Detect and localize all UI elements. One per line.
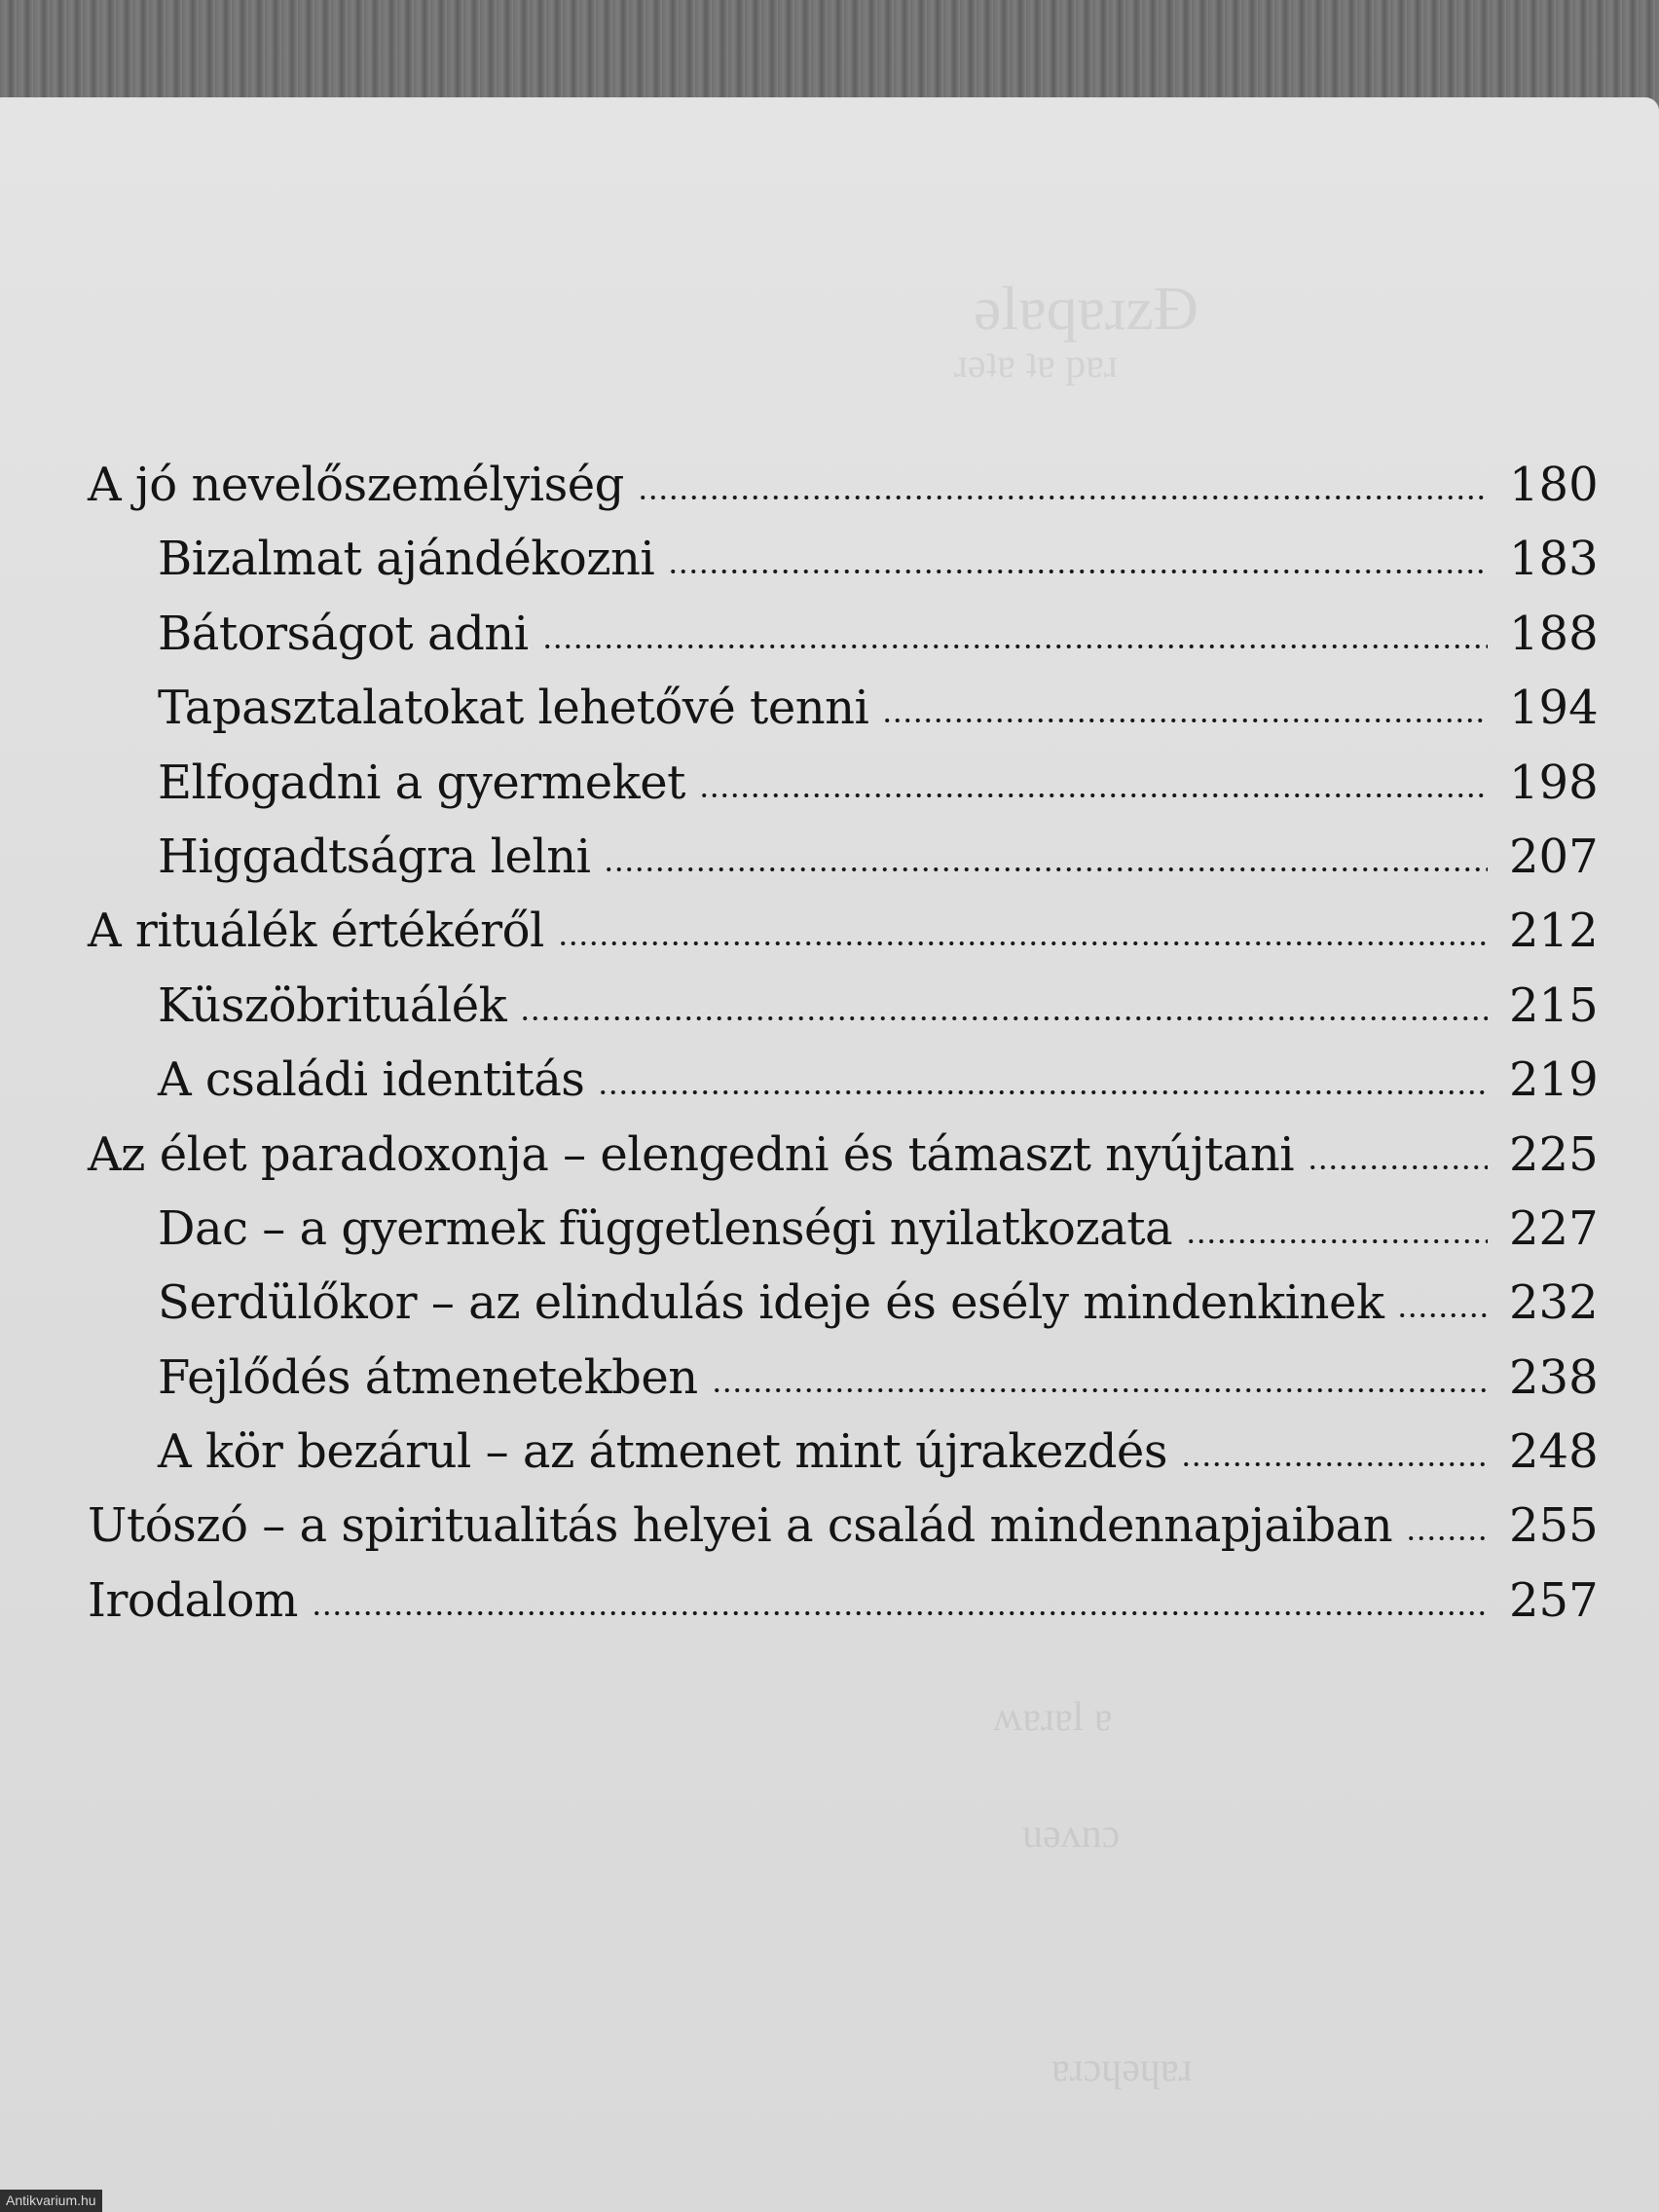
table-of-contents	[88, 458, 1599, 1647]
toc-entry-title: Az élet paradoxonja – elengedni és támaszt nyújtani	[88, 1126, 1295, 1182]
dot-leader	[1181, 1461, 1488, 1467]
toc-entry-page-number: 198	[1509, 755, 1599, 810]
toc-entry-page-number: 194	[1509, 681, 1599, 736]
toc-entry-title: Dac – a gyermek függetlenségi nyilatkozata	[158, 1200, 1173, 1256]
dot-leader	[604, 866, 1488, 872]
toc-entry-title: Fejlődés átmenetekben	[158, 1349, 698, 1405]
toc-entry-page-number: 215	[1509, 977, 1599, 1033]
toc-entry	[88, 681, 1599, 755]
toc-entry-title: Serdülőkor – az elindulás ideje és esély mindenkinek	[158, 1275, 1384, 1331]
toc-entry-title: Küszöbrituálék	[158, 977, 507, 1033]
toc-entry-page-number: 180	[1509, 458, 1599, 512]
dot-leader	[1308, 1164, 1488, 1170]
toc-entry	[88, 532, 1599, 606]
watermark: Antikvarium.hu	[0, 2190, 102, 2212]
toc-entry	[88, 977, 1599, 1052]
toc-entry-title: A családi identitás	[158, 1052, 585, 1108]
dot-leader	[520, 1015, 1488, 1021]
dot-leader	[699, 793, 1488, 798]
dot-leader	[1397, 1312, 1488, 1318]
toc-entry	[88, 1052, 1599, 1126]
toc-entry-page-number: 212	[1509, 903, 1599, 959]
toc-entry-page-number: 255	[1509, 1498, 1599, 1554]
toc-entry	[88, 1349, 1599, 1424]
dot-leader	[1186, 1238, 1488, 1244]
toc-entry-title: Bátorságot adni	[158, 606, 529, 661]
toc-entry	[88, 1200, 1599, 1275]
toc-entry	[88, 458, 1599, 532]
toc-entry-page-number: 238	[1509, 1349, 1599, 1405]
toc-entry-title: Higgadtságra lelni	[158, 829, 591, 884]
toc-entry-page-number: 257	[1509, 1572, 1599, 1628]
toc-entry-page-number: 248	[1509, 1424, 1599, 1480]
toc-entry	[88, 1498, 1599, 1572]
toc-entry-title: A jó nevelőszemélyiség	[88, 458, 624, 512]
toc-entry-title: A kör bezárul – az átmenet mint újrakezdés	[158, 1424, 1167, 1480]
dot-leader	[668, 569, 1488, 574]
dot-leader	[638, 495, 1488, 500]
toc-entry-title: Elfogadni a gyermeket	[158, 755, 685, 810]
dot-leader	[542, 644, 1488, 649]
toc-entry-page-number: 232	[1509, 1275, 1599, 1331]
dot-leader	[312, 1610, 1488, 1616]
toc-entry-page-number: 227	[1509, 1200, 1599, 1256]
toc-entry	[88, 755, 1599, 830]
toc-entry	[88, 606, 1599, 681]
toc-entry-title: Tapasztalatokat lehetővé tenni	[158, 681, 869, 736]
toc-entry-page-number: 188	[1509, 606, 1599, 661]
toc-entry	[88, 1126, 1599, 1201]
book-page	[0, 97, 1659, 2212]
toc-entry-title: Utószó – a spiritualitás helyei a család mindennapjaiban	[88, 1498, 1393, 1554]
toc-entry-page-number: 183	[1509, 532, 1599, 587]
toc-entry-page-number: 207	[1509, 829, 1599, 884]
dot-leader	[598, 1089, 1488, 1095]
show-through-text: ǝlɐqɐɹzÐ ɹǝʇɐ ʇɐ pɐɹ ʍɐɹɐl ɐ uǝʌnɔ ɐɹɔɥǝɥɐɹ	[954, 274, 1198, 2090]
toc-entry	[88, 903, 1599, 977]
dot-leader	[1406, 1535, 1488, 1541]
toc-entry	[88, 1572, 1599, 1647]
toc-entry-title: A rituálék értékéről	[88, 903, 544, 959]
dot-leader	[712, 1387, 1488, 1393]
toc-entry-title: Bizalmat ajándékozni	[158, 532, 655, 587]
toc-entry	[88, 829, 1599, 903]
dot-leader	[558, 940, 1488, 946]
toc-entry	[88, 1275, 1599, 1349]
dot-leader	[882, 718, 1488, 723]
toc-entry-page-number: 225	[1509, 1126, 1599, 1182]
toc-entry-title: Irodalom	[88, 1572, 298, 1628]
toc-entry-page-number: 219	[1509, 1052, 1599, 1108]
toc-entry	[88, 1424, 1599, 1498]
